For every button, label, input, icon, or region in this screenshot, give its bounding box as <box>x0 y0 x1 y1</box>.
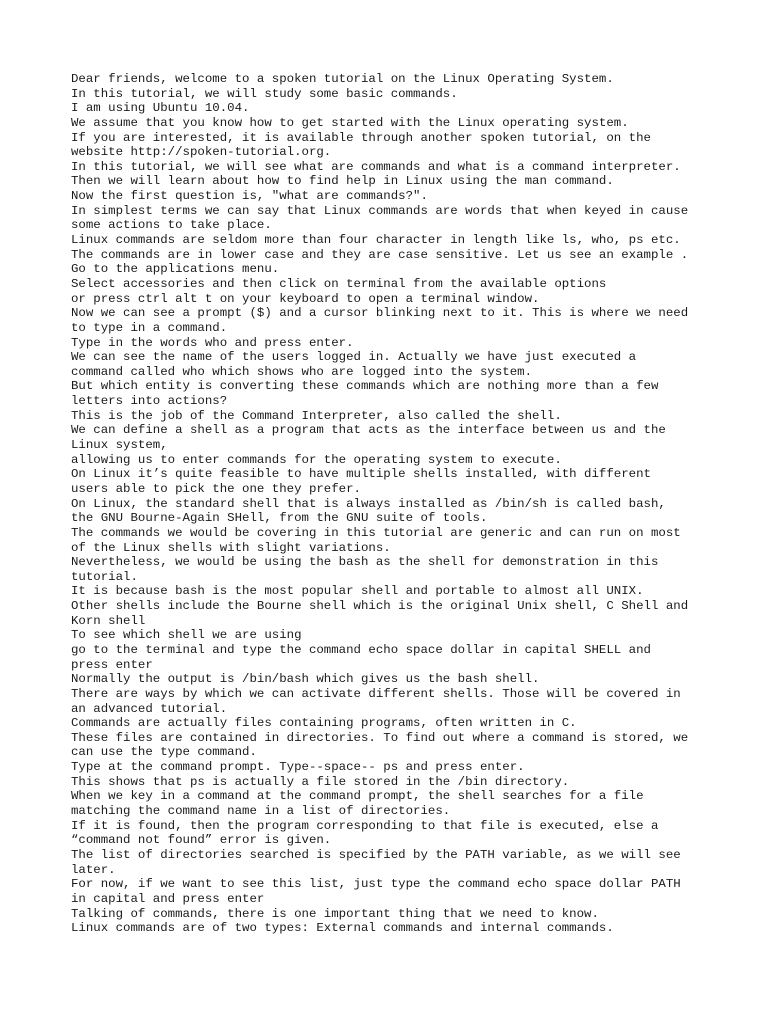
text-line: the GNU Bourne-Again SHell, from the GNU suite of tools. <box>71 511 488 526</box>
text-line: matching the command name in a list of directories. <box>71 804 451 819</box>
text-line: some actions to take place. <box>71 218 272 233</box>
text-line: For now, if we want to see this list, just type the command echo space dollar PATH <box>71 877 681 892</box>
text-line: These files are contained in directories. To find out where a command is stored, we <box>71 730 689 745</box>
text-line: It is because bash is the most popular shell and portable to almost all UNIX. <box>71 584 644 599</box>
text-line: To see which shell we are using <box>71 628 302 643</box>
text-line: letters into actions? <box>71 394 228 409</box>
text-line: of the Linux shells with slight variations. <box>71 540 391 555</box>
text-line: press enter <box>71 657 153 672</box>
text-line: In this tutorial, we will study some basic commands. <box>71 86 458 101</box>
text-line: in capital and press enter <box>71 891 265 906</box>
text-line: We can define a shell as a program that acts as the interface between us and the <box>71 423 666 438</box>
text-line: There are ways by which we can activate different shells. Those will be covered in <box>71 686 681 701</box>
text-line: The commands are in lower case and they are case sensitive. Let us see an example . <box>71 247 689 262</box>
text-line: This shows that ps is actually a file stored in the /bin directory. <box>71 774 570 789</box>
text-line: Korn shell <box>71 613 146 628</box>
text-line: “command not found” error is given. <box>71 833 332 848</box>
text-line: Linux commands are seldom more than four character in length like ls, who, ps etc. <box>71 233 681 248</box>
document-page <box>71 72 711 936</box>
text-line: If it is found, then the program corresponding to that file is executed, else a <box>71 818 659 833</box>
text-line: users able to pick the one they prefer. <box>71 481 361 496</box>
text-line: We can see the name of the users logged in. Actually we have just executed a <box>71 350 637 365</box>
text-line: Normally the output is /bin/bash which gives us the bash shell. <box>71 672 540 687</box>
text-line: In simplest terms we can say that Linux commands are words that when keyed in cause <box>71 203 689 218</box>
text-line: website http://spoken-tutorial.org. <box>71 145 332 160</box>
text-line: can use the type command. <box>71 745 257 760</box>
text-line: Select accessories and then click on terminal from the available options <box>71 276 607 291</box>
text-line: Linux commands are of two types: External commands and internal commands. <box>71 921 614 936</box>
text-line: On Linux it’s quite feasible to have multiple shells installed, with different <box>71 467 651 482</box>
text-line: go to the terminal and type the command echo space dollar in capital SHELL and <box>71 642 651 657</box>
text-line: Go to the applications menu. <box>71 262 280 277</box>
text-line: When we key in a command at the command prompt, the shell searches for a file <box>71 789 644 804</box>
text-line: Other shells include the Bourne shell which is the original Unix shell, C Shell and <box>71 599 689 614</box>
text-line: allowing us to enter commands for the operating system to execute. <box>71 452 562 467</box>
text-line: Type at the command prompt. Type--space-- ps and press enter. <box>71 760 525 775</box>
text-line: I am using Ubuntu 10.04. <box>71 101 250 116</box>
text-line: Linux system, <box>71 438 168 453</box>
text-line: Now we can see a prompt ($) and a cursor blinking next to it. This is where we need <box>71 306 689 321</box>
text-line: or press ctrl alt t on your keyboard to open a terminal window. <box>71 291 540 306</box>
text-line: In this tutorial, we will see what are commands and what is a command interpreter. <box>71 159 681 174</box>
text-line: This is the job of the Command Interpreter, also called the shell. <box>71 408 562 423</box>
text-line: to type in a command. <box>71 320 228 335</box>
text-line: Nevertheless, we would be using the bash as the shell for demonstration in this <box>71 555 659 570</box>
text-line: On Linux, the standard shell that is always installed as /bin/sh is called bash, <box>71 496 666 511</box>
text-line: Commands are actually files containing programs, often written in C. <box>71 716 577 731</box>
text-line: The commands we would be covering in this tutorial are generic and can run on most <box>71 525 681 540</box>
text-line: The list of directories searched is specified by the PATH variable, as we will see <box>71 847 681 862</box>
text-line: Then we will learn about how to find help in Linux using the man command. <box>71 174 614 189</box>
text-line: We assume that you know how to get started with the Linux operating system. <box>71 115 629 130</box>
text-line: later. <box>71 862 116 877</box>
text-line: command called who which shows who are logged into the system. <box>71 364 533 379</box>
text-line: But which entity is converting these commands which are nothing more than a few <box>71 379 659 394</box>
text-line: Type in the words who and press enter. <box>71 335 354 350</box>
text-line: tutorial. <box>71 569 138 584</box>
text-line: Talking of commands, there is one important thing that we need to know. <box>71 906 599 921</box>
text-line: Dear friends, welcome to a spoken tutorial on the Linux Operating System. <box>71 72 614 86</box>
text-line: Now the first question is, "what are commands?". <box>71 189 428 204</box>
text-line: If you are interested, it is available through another spoken tutorial, on the <box>71 130 651 145</box>
text-line: an advanced tutorial. <box>71 701 228 716</box>
